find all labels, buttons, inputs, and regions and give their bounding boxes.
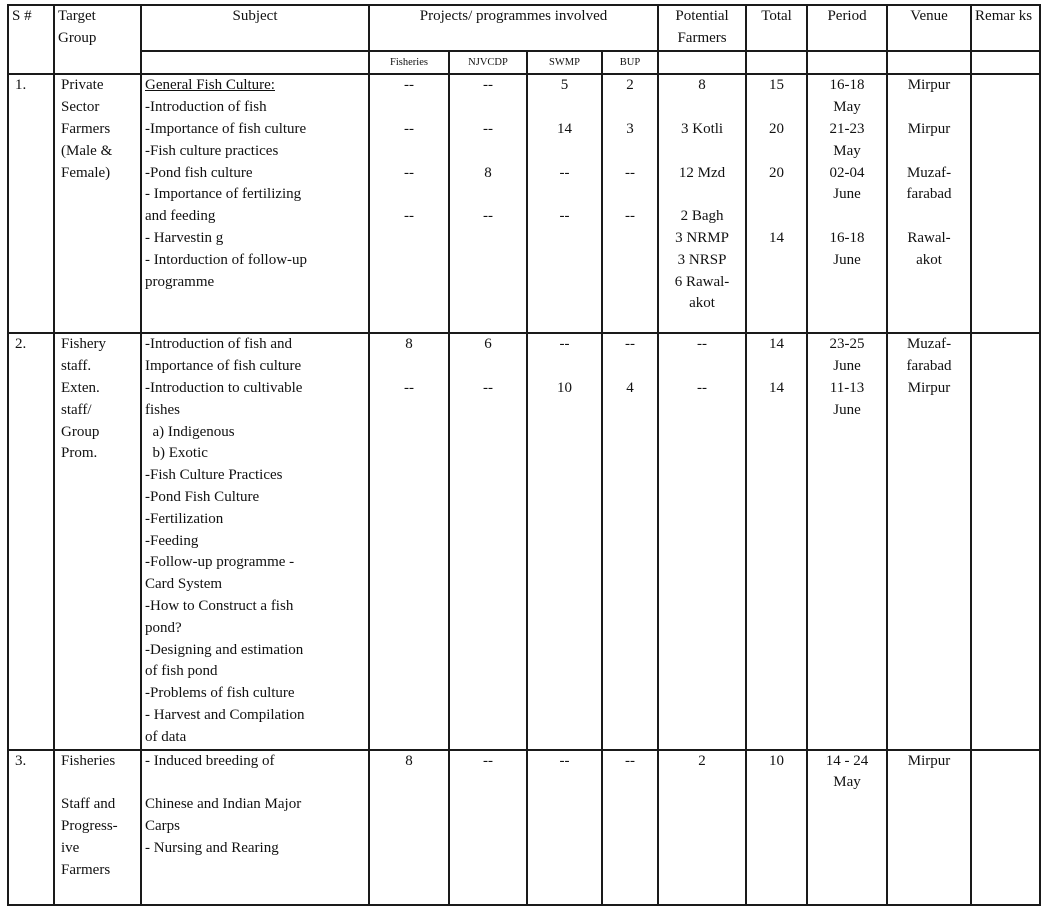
table-row [8,74,1040,333]
swmp-cell: 5 14 -- -- [527,74,602,333]
target-group-cell: Private Sector Farmers (Male & Female) [54,74,141,333]
subject-cell: -Introduction of fish and Importance of fish culture -Introduction to cultivable fishes a) Indigenous b) Exotic -Fish Culture Practices -Pond Fish Culture -Fertilization -Feeding -Follow-up programme - Card System -How to Construct a fish pond? -Designing and estimation of fish pond -Problems of fish culture - Harvest and Compilation of data [141,333,369,749]
table-row [8,750,1040,905]
sub-header-blank [141,51,369,75]
bup-cell: 2 3 -- -- [602,74,658,333]
row-number: 2. [8,333,54,749]
period-cell: 23-25 June 11-13 June [807,333,887,749]
potential-farmers-cell: -- -- [658,333,746,749]
venue-cell: Muzaf- farabad Mirpur [887,333,971,749]
header-venue: Venue [887,5,971,51]
training-schedule-table [7,4,1041,906]
remarks-cell [971,333,1040,749]
header-period: Period [807,5,887,51]
table-row [8,333,1040,749]
fisheries-cell: 8 -- [369,333,449,749]
period-cell: 16-18 May 21-23 May 02-04 June 16-18 June [807,74,887,333]
row-number: 1. [8,74,54,333]
swmp-cell: -- [527,750,602,905]
total-cell: 10 [746,750,807,905]
header-subject: Subject [141,5,369,51]
sub-header-swmp: SWMP [527,51,602,75]
header-sn: S # [8,5,54,74]
sub-header-blank [887,51,971,75]
sub-header-njvcdp: NJVCDP [449,51,527,75]
header-total: Total [746,5,807,51]
remarks-cell [971,750,1040,905]
header-target-group: Target Group [54,5,141,74]
subject-cell: - Induced breeding of Chinese and Indian Major Carps - Nursing and Rearing [141,750,369,905]
total-cell: 14 14 [746,333,807,749]
njvcdp-cell: -- [449,750,527,905]
target-group-cell: Fishery staff. Exten. staff/ Group Prom. [54,333,141,749]
header-potential-farmers: Potential Farmers [658,5,746,51]
sub-header-blank [746,51,807,75]
potential-farmers-cell: 2 [658,750,746,905]
sub-header-row [8,51,1040,75]
venue-cell: Mirpur Mirpur Muzaf- farabad Rawal- akot [887,74,971,333]
header-projects: Projects/ programmes involved [369,5,658,51]
sub-header-blank [971,51,1040,75]
fisheries-cell: -- -- -- -- [369,74,449,333]
fisheries-cell: 8 [369,750,449,905]
header-remarks: Remar ks [971,5,1040,51]
subject-cell: General Fish Culture: -Introduction of fish -Importance of fish culture -Fish culture practices -Pond fish culture - Importance of fertilizing and feeding - Harvestin g - Intorduction of follow-up programme [141,74,369,333]
potential-farmers-cell: 8 3 Kotli 12 Mzd 2 Bagh 3 NRMP 3 NRSP 6 Rawal- akot [658,74,746,333]
bup-cell: -- [602,750,658,905]
sub-header-blank [658,51,746,75]
target-group-cell: Fisheries Staff and Progress- ive Farmers [54,750,141,905]
subject-title: General Fish Culture: [145,77,275,94]
period-cell: 14 - 24 May [807,750,887,905]
sub-header-bup: BUP [602,51,658,75]
swmp-cell: -- 10 [527,333,602,749]
total-cell: 15 20 20 14 [746,74,807,333]
remarks-cell [971,74,1040,333]
njvcdp-cell: 6 -- [449,333,527,749]
bup-cell: -- 4 [602,333,658,749]
sub-header-fisheries: Fisheries [369,51,449,75]
venue-cell: Mirpur [887,750,971,905]
row-number: 3. [8,750,54,905]
sub-header-blank [807,51,887,75]
header-row [8,5,1040,51]
njvcdp-cell: -- -- 8 -- [449,74,527,333]
